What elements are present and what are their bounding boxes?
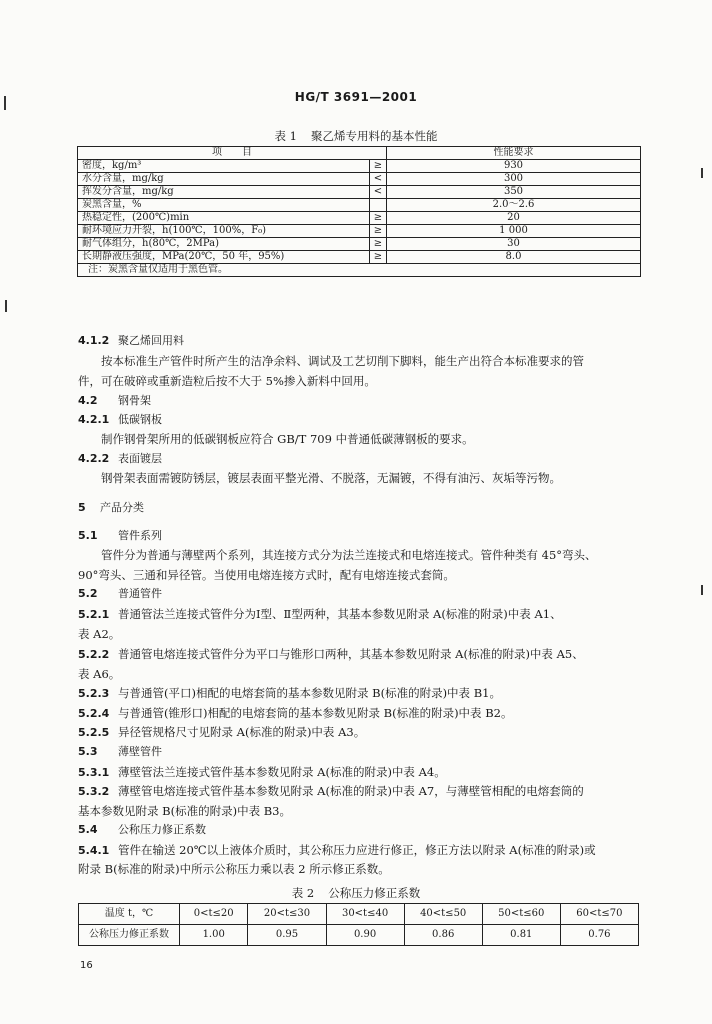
table-row — [78, 173, 641, 186]
section-number: 5.3.1 — [78, 766, 110, 779]
paragraph-line: 钢骨架表面需镀防锈层，镀层表面平整光滑、不脱落，无漏镀，不得有油污、灰垢等污物。 — [101, 471, 561, 485]
section-number: 5.2.3 — [78, 687, 110, 700]
heading-5-1 — [78, 529, 648, 543]
table2-row-label: 温度 t，℃ — [79, 904, 180, 925]
table1-caption-number: 表 1 — [274, 129, 297, 143]
table1-head-item: 项 目 — [78, 147, 387, 160]
table1-item: 耐气体组分，h(80℃，2MPa) — [78, 238, 370, 251]
table2-factor: 0.81 — [482, 925, 560, 946]
table1-value: 930 — [387, 160, 641, 173]
table2-caption-title: 公称压力修正系数 — [328, 886, 421, 900]
paragraph-5-2-5 — [78, 725, 648, 740]
heading-4-2 — [78, 394, 648, 408]
paragraph-line: 与普通管(锥形口)相配的电熔套筒的基本参数见附录 B(标准的附录)中表 B2。 — [118, 706, 513, 720]
section-number: 4.1.2 — [78, 334, 110, 347]
section-number: 5.2.2 — [78, 648, 110, 661]
section-number: 4.2.2 — [78, 452, 110, 465]
section-number: 5.4 — [78, 823, 98, 836]
section-number: 5.3 — [78, 745, 98, 758]
table1-item: 长期静液压强度，MPa(20℃，50 年，95%) — [78, 251, 370, 264]
heading-5 — [78, 501, 648, 515]
scan-edge-mark — [701, 168, 703, 178]
paragraph-line: 薄壁管法兰连接式管件基本参数见附录 A(标准的附录)中表 A4。 — [118, 765, 446, 779]
paragraph-line: 管件在输送 20℃以上液体介质时，其公称压力应进行修正，修正方法以附录 A(标准的附录)或 — [118, 843, 596, 857]
scan-edge-mark — [701, 585, 703, 595]
section-title: 薄壁管件 — [118, 745, 162, 758]
section-title: 聚乙烯回用料 — [118, 334, 184, 347]
table1-value: 300 — [387, 173, 641, 186]
table2-range: 30<t≤40 — [326, 904, 404, 925]
section-title: 钢骨架 — [118, 394, 151, 407]
paragraph-line: 普通管电熔连接式管件分为平口与锥形口两种，其基本参数见附录 A(标准的附录)中表 A5、 — [118, 647, 584, 661]
paragraph-line: 件，可在破碎或重新造粒后按不大于 5%掺入新料中回用。 — [78, 374, 376, 388]
table2-factor: 1.00 — [180, 925, 248, 946]
table2-range: 60<t≤70 — [560, 904, 638, 925]
table1-item: 热稳定性，(200℃)min — [78, 212, 370, 225]
table1-value: 8.0 — [387, 251, 641, 264]
paragraph-line: 薄壁管电熔连接式管件基本参数见附录 A(标准的附录)中表 A7，与薄壁管相配的电熔套筒的 — [118, 784, 584, 798]
table1-symbol — [370, 199, 387, 212]
table2-row-label: 公称压力修正系数 — [79, 925, 180, 946]
paragraph-line: 制作钢骨架所用的低碳钢板应符合 GB/T 709 中普通低碳薄钢板的要求。 — [101, 432, 474, 446]
paragraph-5-3-2 — [78, 784, 648, 799]
paragraph-line: 90°弯头、三通和异径管。当使用电熔连接方式时，配有电熔连接式套筒。 — [78, 568, 455, 582]
table1-basic-properties — [77, 146, 641, 277]
heading-4-1-2 — [78, 334, 648, 348]
table1-caption-title: 聚乙烯专用料的基本性能 — [310, 129, 438, 143]
section-title: 产品分类 — [100, 501, 144, 514]
table1-header-row — [78, 147, 641, 160]
heading-5-3 — [78, 745, 648, 759]
table-row — [78, 238, 641, 251]
table2-factor: 0.86 — [404, 925, 482, 946]
table1-item: 挥发分含量，mg/kg — [78, 186, 370, 199]
table2-factor: 0.95 — [248, 925, 326, 946]
table1-symbol: ≥ — [370, 160, 387, 173]
table2-pressure-correction — [78, 903, 639, 946]
section-number: 4.2 — [78, 394, 98, 407]
table1-symbol: ≥ — [370, 225, 387, 238]
table1-symbol: ≥ — [370, 251, 387, 264]
table1-symbol: < — [370, 173, 387, 186]
table1-item: 水分含量，mg/kg — [78, 173, 370, 186]
table2-factor: 0.90 — [326, 925, 404, 946]
paragraph-5-2-2 — [78, 647, 648, 662]
table-row — [78, 186, 641, 199]
paragraph-5-2-1 — [78, 607, 648, 622]
section-number: 5 — [78, 501, 86, 514]
section-title: 管件系列 — [118, 529, 162, 542]
table1-value: 30 — [387, 238, 641, 251]
document-header: HG/T 3691—2001 — [294, 90, 418, 104]
paragraph-line: 与普通管(平口)相配的电熔套筒的基本参数见附录 B(标准的附录)中表 B1。 — [118, 686, 501, 700]
table1-value: 1 000 — [387, 225, 641, 238]
heading-4-2-1 — [78, 413, 648, 427]
section-number: 5.2.4 — [78, 707, 110, 720]
table2-range: 20<t≤30 — [248, 904, 326, 925]
table1-value: 20 — [387, 212, 641, 225]
paragraph-5-2-3 — [78, 686, 648, 701]
section-number: 5.1 — [78, 529, 98, 542]
paragraph-5-3-1 — [78, 765, 648, 780]
heading-5-2 — [78, 587, 648, 601]
section-title: 公称压力修正系数 — [118, 823, 206, 836]
table2-factor-row — [79, 925, 639, 946]
section-number: 5.2.5 — [78, 726, 110, 739]
table1-head-requirement: 性能要求 — [387, 147, 641, 160]
section-number: 5.4.1 — [78, 844, 110, 857]
table2-range: 40<t≤50 — [404, 904, 482, 925]
table1-symbol: ≥ — [370, 238, 387, 251]
section-title: 普通管件 — [118, 587, 162, 600]
paragraph-line: 管件分为普通与薄壁两个系列，其连接方式分为法兰连接式和电熔连接式。管件种类有 45°弯头、 — [101, 548, 597, 562]
table2-temperature-row — [79, 904, 639, 925]
section-number: 4.2.1 — [78, 413, 110, 426]
section-title: 低碳钢板 — [118, 413, 162, 426]
section-number: 5.2.1 — [78, 608, 110, 621]
table1-note-row — [78, 264, 641, 277]
section-title: 表面镀层 — [118, 452, 162, 465]
paragraph-line: 基本参数见附录 B(标准的附录)中表 B3。 — [78, 804, 292, 818]
paragraph-line: 异径管规格尺寸见附录 A(标准的附录)中表 A3。 — [118, 725, 366, 739]
table1-item: 炭黑含量，% — [78, 199, 370, 212]
table1-value: 350 — [387, 186, 641, 199]
table-row — [78, 212, 641, 225]
table1-note: 注：炭黑含量仅适用于黑色管。 — [78, 264, 641, 277]
table2-caption-number: 表 2 — [291, 886, 315, 900]
section-number: 5.3.2 — [78, 785, 110, 798]
paragraph-line: 按本标准生产管件时所产生的洁净余料、调试及工艺切削下脚料，能生产出符合本标准要求的管 — [101, 354, 584, 368]
table1-item: 耐环境应力开裂，h(100℃，100%，F₀) — [78, 225, 370, 238]
paragraph-line: 表 A2。 — [78, 627, 121, 641]
paragraph-line: 普通管法兰连接式管件分为Ⅰ型、Ⅱ型两种，其基本参数见附录 A(标准的附录)中表 A1、 — [118, 607, 562, 621]
table1-value: 2.0～2.6 — [387, 199, 641, 212]
table-row — [78, 225, 641, 238]
paragraph-5-4-1 — [78, 843, 648, 858]
table-row — [78, 251, 641, 264]
table1-item: 密度，kg/m³ — [78, 160, 370, 173]
table2-factor: 0.76 — [560, 925, 638, 946]
paragraph-5-2-4 — [78, 706, 648, 721]
table-row — [78, 160, 641, 173]
scan-edge-mark — [5, 300, 7, 312]
paragraph-line: 附录 B(标准的附录)中所示公称压力乘以表 2 所示修正系数。 — [78, 862, 390, 876]
table2-range: 50<t≤60 — [482, 904, 560, 925]
paragraph-line: 表 A6。 — [78, 667, 121, 681]
table1-symbol: < — [370, 186, 387, 199]
table1-caption — [0, 128, 712, 144]
table-row — [78, 199, 641, 212]
heading-4-2-2 — [78, 452, 648, 466]
page-number: 16 — [80, 960, 93, 971]
heading-5-4 — [78, 823, 648, 837]
section-number: 5.2 — [78, 587, 98, 600]
table1-symbol: ≥ — [370, 212, 387, 225]
table2-caption — [0, 885, 712, 901]
table2-range: 0<t≤20 — [180, 904, 248, 925]
